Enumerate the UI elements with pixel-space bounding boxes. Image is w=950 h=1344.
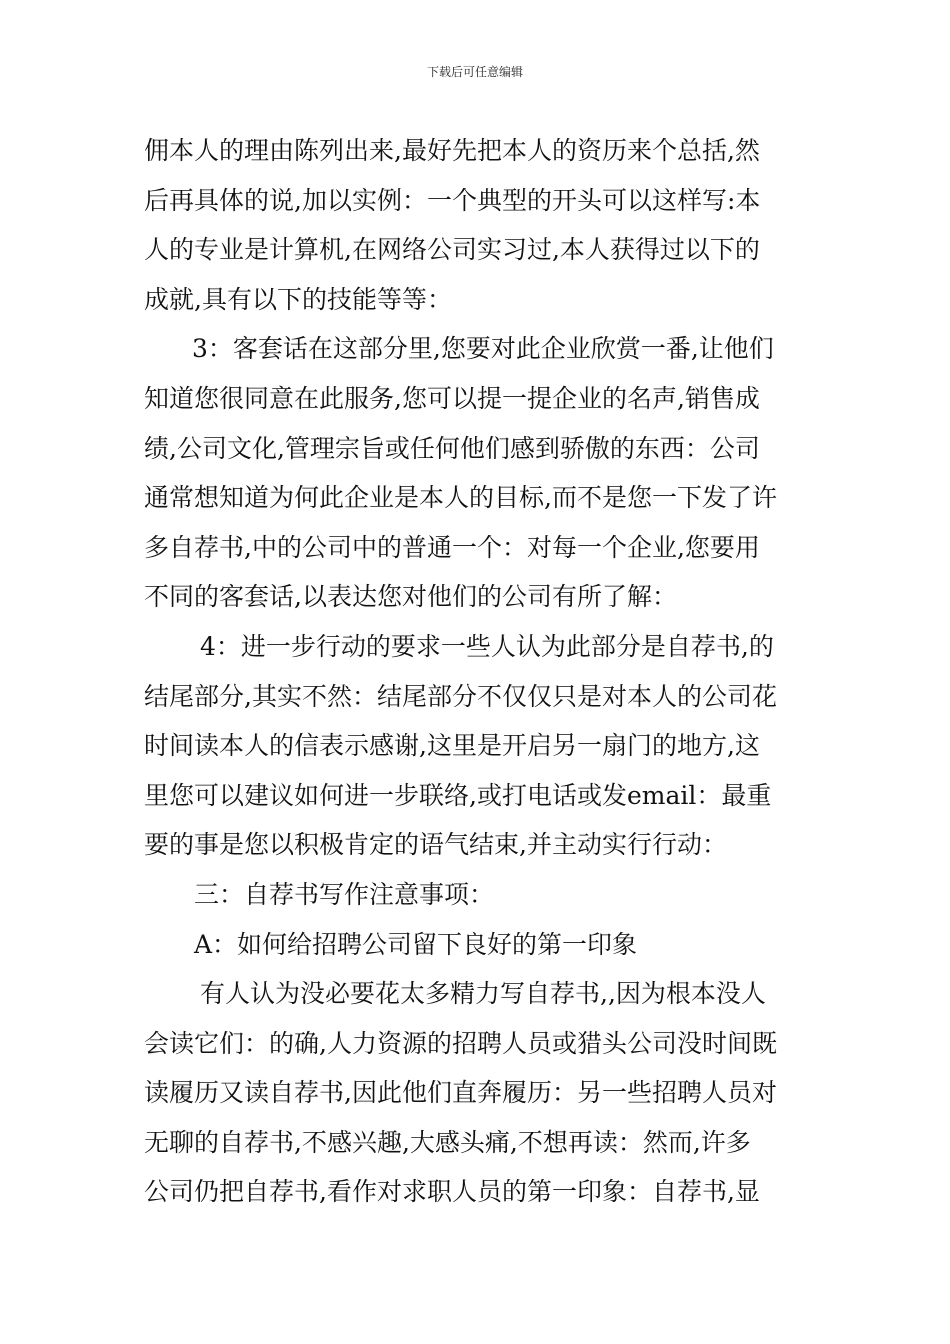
text-line: 要的事是您以积极肯定的语气结束,并主动实行行动： [144, 830, 727, 860]
text-line: 结尾部分,其实不然：结尾部分不仅仅只是对本人的公司花 [144, 681, 777, 711]
text-line: 绩,公司文化,管理宗旨或任何他们感到骄傲的东西：公司 [144, 433, 760, 463]
text-line: 里您可以建议如何进一步联络,或打电话或发email：最重 [144, 780, 772, 810]
text-line: 有人认为没必要花太多精力写自荐书,,因为根本没人 [200, 979, 766, 1009]
text-line: 人的专业是计算机,在网络公司实习过,本人获得过以下的 [144, 235, 760, 265]
text-line: 公司仍把自荐书,看作对求职人员的第一印象：自荐书,显 [144, 1177, 760, 1207]
text-line: 成就,具有以下的技能等等： [144, 284, 452, 314]
text-line: 后再具体的说,加以实例：一个典型的开头可以这样写:本 [144, 185, 761, 215]
text-line: 不同的客套话,以表达您对他们的公司有所了解： [144, 582, 677, 612]
page-header: 下载后可任意编辑 [426, 65, 523, 79]
text-line: 时间读本人的信表示感谢,这里是开启另一扇门的地方,这 [144, 731, 760, 761]
text-line: 多自荐书,中的公司中的普通一个：对每一个企业,您要用 [144, 532, 760, 562]
text-line: 知道您很同意在此服务,您可以提一提企业的名声,销售成 [144, 383, 760, 413]
text-line: 4：进一步行动的要求一些人认为此部分是自荐书,的 [200, 631, 774, 661]
text-line: 3：客套话在这部分里,您要对此企业欣赏一番,让他们 [192, 334, 774, 364]
text-line: 无聊的自荐书,不感兴趣,大感头痛,不想再读：然而,许多 [144, 1127, 751, 1157]
text-line: 会读它们：的确,人力资源的招聘人员或猎头公司没时间既 [144, 1028, 777, 1058]
text-line: 三：自荐书写作注意事项： [194, 879, 495, 909]
text-line: 通常想知道为何此企业是本人的目标,而不是您一下发了许 [144, 483, 777, 513]
text-line: 读履历又读自荐书,因此他们直奔履历：另一些招聘人员对 [144, 1078, 777, 1108]
document-body [144, 126, 824, 1217]
text-line: A：如何给招聘公司留下良好的第一印象 [194, 929, 638, 959]
text-line: 佣本人的理由陈列出来,最好先把本人的资历来个总括,然 [144, 136, 760, 165]
